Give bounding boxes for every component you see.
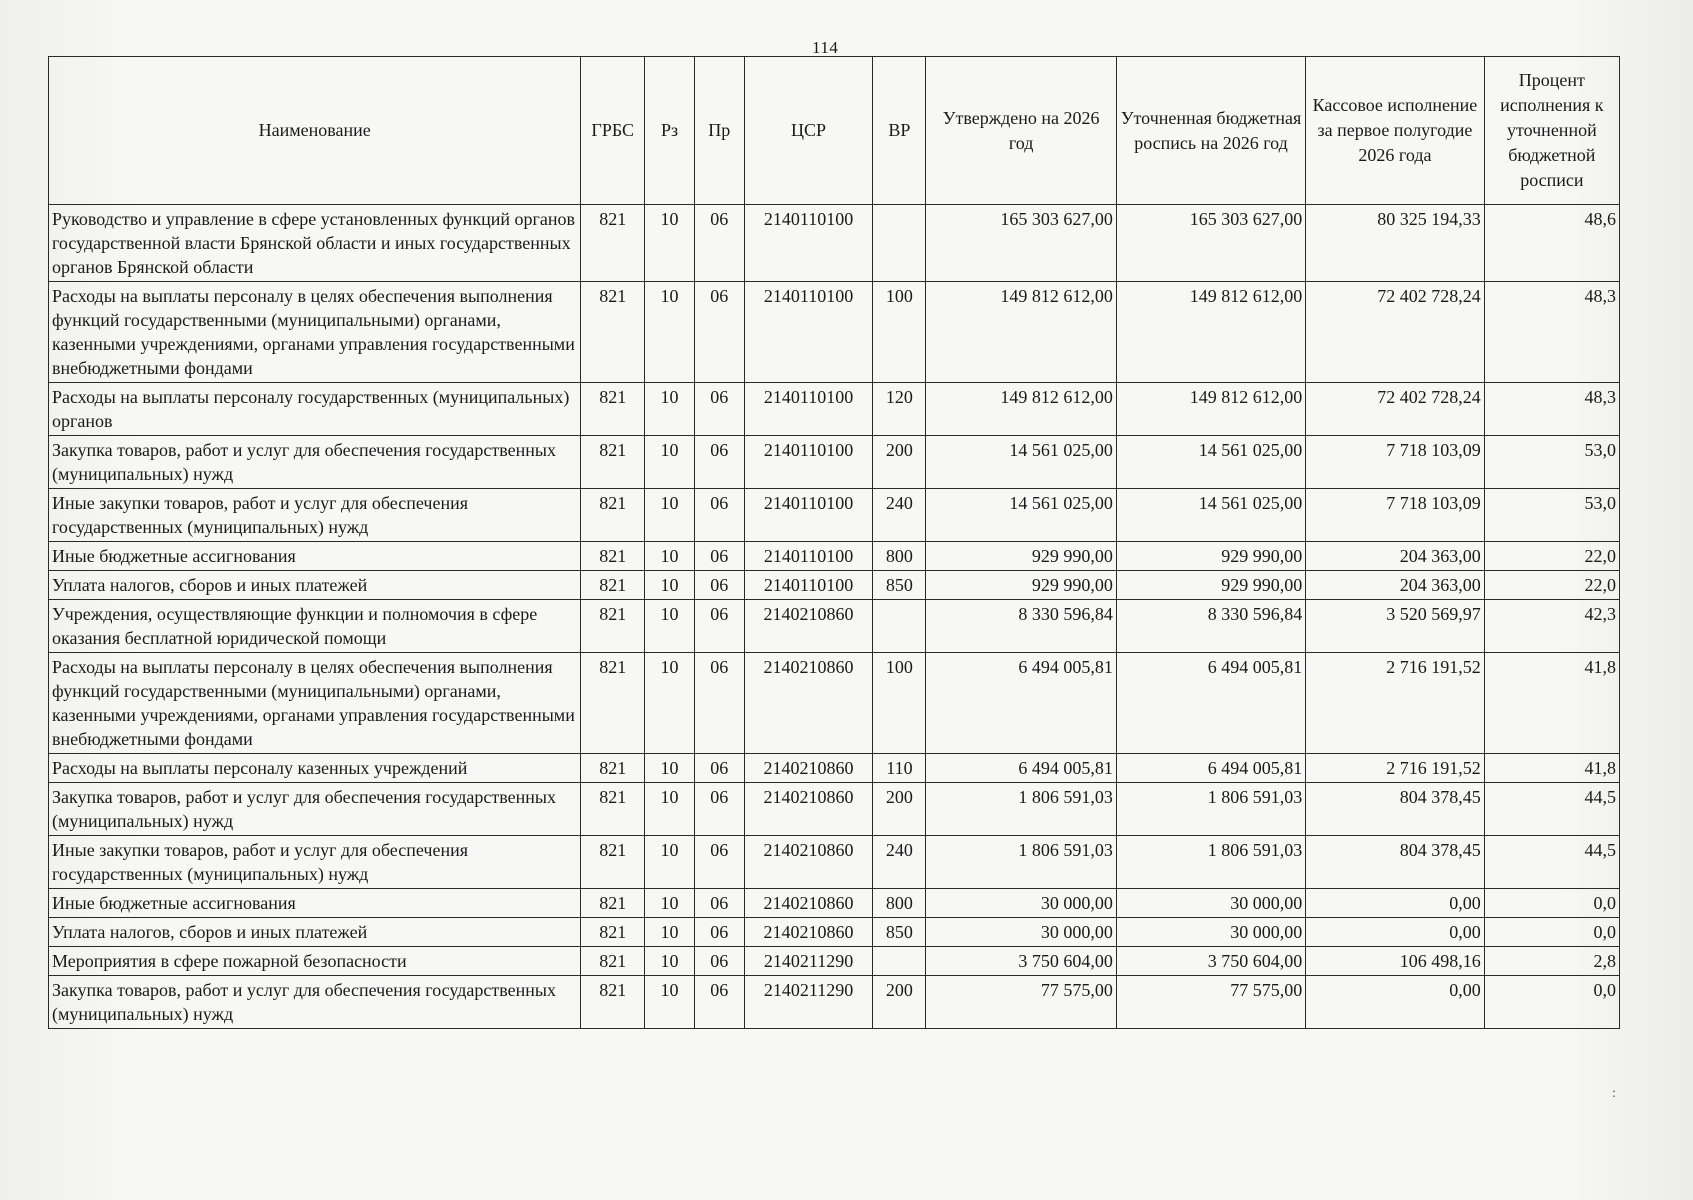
cell-grbs: 821: [581, 600, 645, 653]
cell-vr: 200: [873, 783, 926, 836]
cell-cash: 204 363,00: [1306, 542, 1485, 571]
cell-name: Расходы на выплаты персоналу в целях обеспечения выполнения функций государственными (муниципальными) органами, казенными учреждениями, органами управления государственными внебюджетными фондами: [49, 653, 581, 754]
cell-grbs: 821: [581, 489, 645, 542]
cell-cash: 2 716 191,52: [1306, 653, 1485, 754]
cell-vr: 200: [873, 976, 926, 1029]
cell-vr: 100: [873, 653, 926, 754]
header-cash: Кассовое исполнение за первое полугодие 2026 года: [1306, 57, 1485, 205]
cell-vr: [873, 947, 926, 976]
cell-percent: 0,0: [1484, 889, 1619, 918]
cell-approved: 165 303 627,00: [926, 205, 1116, 282]
cell-name: Руководство и управление в сфере установленных функций органов государственной власти Брянской области и иных государственных органов Брянской области: [49, 205, 581, 282]
header-vr: ВР: [873, 57, 926, 205]
cell-cash: 204 363,00: [1306, 571, 1485, 600]
cell-name: Иные бюджетные ассигнования: [49, 542, 581, 571]
table-row: [49, 889, 1620, 918]
budget-table: [48, 56, 1620, 1029]
cell-rz: 10: [645, 947, 695, 976]
cell-grbs: 821: [581, 542, 645, 571]
header-approved: Утверждено на 2026 год: [926, 57, 1116, 205]
cell-cash: 0,00: [1306, 918, 1485, 947]
table-row: [49, 600, 1620, 653]
cell-grbs: 821: [581, 383, 645, 436]
cell-vr: 240: [873, 836, 926, 889]
cell-refined: 149 812 612,00: [1116, 383, 1305, 436]
cell-pr: 06: [694, 436, 744, 489]
cell-percent: 48,3: [1484, 282, 1619, 383]
cell-grbs: 821: [581, 918, 645, 947]
cell-refined: 1 806 591,03: [1116, 836, 1305, 889]
header-csr: ЦСР: [744, 57, 873, 205]
cell-name: Расходы на выплаты персоналу в целях обеспечения выполнения функций государственными (муниципальными) органами, казенными учреждениями, органами управления государственными внебюджетными фондами: [49, 282, 581, 383]
cell-name: Уплата налогов, сборов и иных платежей: [49, 571, 581, 600]
cell-rz: 10: [645, 889, 695, 918]
cell-percent: 42,3: [1484, 600, 1619, 653]
cell-rz: 10: [645, 600, 695, 653]
cell-approved: 6 494 005,81: [926, 754, 1116, 783]
cell-rz: 10: [645, 918, 695, 947]
cell-csr: 2140210860: [744, 889, 873, 918]
cell-cash: 0,00: [1306, 976, 1485, 1029]
cell-name: Иные бюджетные ассигнования: [49, 889, 581, 918]
cell-pr: 06: [694, 947, 744, 976]
table-row: [49, 436, 1620, 489]
cell-approved: 30 000,00: [926, 918, 1116, 947]
table-row: [49, 383, 1620, 436]
cell-percent: 44,5: [1484, 836, 1619, 889]
cell-percent: 41,8: [1484, 754, 1619, 783]
cell-approved: 929 990,00: [926, 542, 1116, 571]
cell-refined: 8 330 596,84: [1116, 600, 1305, 653]
table-row: [49, 282, 1620, 383]
cell-grbs: 821: [581, 754, 645, 783]
cell-name: Уплата налогов, сборов и иных платежей: [49, 918, 581, 947]
cell-csr: 2140211290: [744, 976, 873, 1029]
cell-vr: 100: [873, 282, 926, 383]
cell-vr: 800: [873, 542, 926, 571]
table-row: [49, 489, 1620, 542]
cell-approved: 3 750 604,00: [926, 947, 1116, 976]
cell-csr: 2140110100: [744, 436, 873, 489]
cell-csr: 2140210860: [744, 754, 873, 783]
cell-approved: 1 806 591,03: [926, 783, 1116, 836]
cell-name: Иные закупки товаров, работ и услуг для обеспечения государственных (муниципальных) нужд: [49, 489, 581, 542]
cell-refined: 6 494 005,81: [1116, 653, 1305, 754]
cell-name: Учреждения, осуществляющие функции и полномочия в сфере оказания бесплатной юридической помощи: [49, 600, 581, 653]
cell-grbs: 821: [581, 783, 645, 836]
cell-rz: 10: [645, 383, 695, 436]
cell-grbs: 821: [581, 653, 645, 754]
header-grbs: ГРБС: [581, 57, 645, 205]
cell-refined: 14 561 025,00: [1116, 436, 1305, 489]
cell-cash: 2 716 191,52: [1306, 754, 1485, 783]
cell-percent: 48,6: [1484, 205, 1619, 282]
cell-approved: 8 330 596,84: [926, 600, 1116, 653]
cell-pr: 06: [694, 542, 744, 571]
cell-pr: 06: [694, 489, 744, 542]
cell-percent: 22,0: [1484, 542, 1619, 571]
cell-refined: 30 000,00: [1116, 918, 1305, 947]
cell-rz: 10: [645, 754, 695, 783]
cell-rz: 10: [645, 436, 695, 489]
cell-percent: 44,5: [1484, 783, 1619, 836]
cell-csr: 2140210860: [744, 600, 873, 653]
cell-cash: 804 378,45: [1306, 783, 1485, 836]
cell-cash: 80 325 194,33: [1306, 205, 1485, 282]
cell-approved: 77 575,00: [926, 976, 1116, 1029]
cell-pr: 06: [694, 600, 744, 653]
cell-approved: 14 561 025,00: [926, 436, 1116, 489]
cell-rz: 10: [645, 783, 695, 836]
table-row: [49, 542, 1620, 571]
cell-grbs: 821: [581, 836, 645, 889]
cell-cash: 3 520 569,97: [1306, 600, 1485, 653]
cell-rz: 10: [645, 653, 695, 754]
cell-csr: 2140110100: [744, 205, 873, 282]
cell-rz: 10: [645, 542, 695, 571]
cell-refined: 3 750 604,00: [1116, 947, 1305, 976]
cell-percent: 0,0: [1484, 918, 1619, 947]
cell-refined: 77 575,00: [1116, 976, 1305, 1029]
cell-csr: 2140211290: [744, 947, 873, 976]
cell-pr: 06: [694, 889, 744, 918]
cell-name: Иные закупки товаров, работ и услуг для обеспечения государственных (муниципальных) нужд: [49, 836, 581, 889]
table-row: [49, 947, 1620, 976]
cell-approved: 929 990,00: [926, 571, 1116, 600]
cell-cash: 7 718 103,09: [1306, 436, 1485, 489]
header-rz: Рз: [645, 57, 695, 205]
cell-percent: 0,0: [1484, 976, 1619, 1029]
cell-approved: 30 000,00: [926, 889, 1116, 918]
cell-pr: 06: [694, 754, 744, 783]
cell-cash: 72 402 728,24: [1306, 282, 1485, 383]
cell-approved: 149 812 612,00: [926, 383, 1116, 436]
cell-vr: 200: [873, 436, 926, 489]
cell-grbs: 821: [581, 282, 645, 383]
table-row: [49, 918, 1620, 947]
cell-csr: 2140110100: [744, 542, 873, 571]
cell-csr: 2140110100: [744, 489, 873, 542]
cell-percent: 41,8: [1484, 653, 1619, 754]
cell-vr: 850: [873, 918, 926, 947]
table-row: [49, 836, 1620, 889]
cell-vr: 120: [873, 383, 926, 436]
cell-name: Мероприятия в сфере пожарной безопасности: [49, 947, 581, 976]
cell-rz: 10: [645, 836, 695, 889]
cell-refined: 30 000,00: [1116, 889, 1305, 918]
cell-approved: 14 561 025,00: [926, 489, 1116, 542]
cell-vr: [873, 205, 926, 282]
cell-pr: 06: [694, 205, 744, 282]
cell-refined: 929 990,00: [1116, 571, 1305, 600]
cell-name: Закупка товаров, работ и услуг для обеспечения государственных (муниципальных) нужд: [49, 436, 581, 489]
cell-refined: 149 812 612,00: [1116, 282, 1305, 383]
cell-vr: 110: [873, 754, 926, 783]
cell-grbs: 821: [581, 571, 645, 600]
cell-percent: 48,3: [1484, 383, 1619, 436]
cell-refined: 929 990,00: [1116, 542, 1305, 571]
cell-pr: 06: [694, 653, 744, 754]
cell-csr: 2140210860: [744, 836, 873, 889]
table-row: [49, 653, 1620, 754]
cell-rz: 10: [645, 571, 695, 600]
cell-cash: 804 378,45: [1306, 836, 1485, 889]
cell-percent: 2,8: [1484, 947, 1619, 976]
cell-cash: 0,00: [1306, 889, 1485, 918]
table-header-row: [49, 57, 1620, 205]
cell-pr: 06: [694, 836, 744, 889]
cell-name: Расходы на выплаты персоналу казенных учреждений: [49, 754, 581, 783]
cell-grbs: 821: [581, 976, 645, 1029]
header-name: Наименование: [49, 57, 581, 205]
cell-rz: 10: [645, 282, 695, 383]
cell-pr: 06: [694, 918, 744, 947]
cell-approved: 149 812 612,00: [926, 282, 1116, 383]
cell-cash: 7 718 103,09: [1306, 489, 1485, 542]
cell-rz: 10: [645, 205, 695, 282]
header-percent: Процент исполнения к уточненной бюджетной росписи: [1484, 57, 1619, 205]
cell-percent: 22,0: [1484, 571, 1619, 600]
cell-vr: [873, 600, 926, 653]
cell-pr: 06: [694, 383, 744, 436]
cell-csr: 2140110100: [744, 282, 873, 383]
cell-name: Расходы на выплаты персоналу государственных (муниципальных) органов: [49, 383, 581, 436]
cell-cash: 106 498,16: [1306, 947, 1485, 976]
cell-rz: 10: [645, 489, 695, 542]
cell-csr: 2140210860: [744, 918, 873, 947]
cell-csr: 2140110100: [744, 571, 873, 600]
cell-approved: 6 494 005,81: [926, 653, 1116, 754]
cell-rz: 10: [645, 976, 695, 1029]
cell-name: Закупка товаров, работ и услуг для обеспечения государственных (муниципальных) нужд: [49, 783, 581, 836]
cell-grbs: 821: [581, 947, 645, 976]
cell-approved: 1 806 591,03: [926, 836, 1116, 889]
table-row: [49, 783, 1620, 836]
cell-refined: 165 303 627,00: [1116, 205, 1305, 282]
cell-refined: 6 494 005,81: [1116, 754, 1305, 783]
cell-grbs: 821: [581, 889, 645, 918]
header-refined: Уточненная бюджетная роспись на 2026 год: [1116, 57, 1305, 205]
edge-mark: :: [1612, 1086, 1616, 1101]
cell-pr: 06: [694, 282, 744, 383]
cell-pr: 06: [694, 783, 744, 836]
cell-csr: 2140210860: [744, 653, 873, 754]
cell-vr: 800: [873, 889, 926, 918]
cell-refined: 14 561 025,00: [1116, 489, 1305, 542]
cell-csr: 2140210860: [744, 783, 873, 836]
cell-vr: 850: [873, 571, 926, 600]
cell-percent: 53,0: [1484, 436, 1619, 489]
cell-cash: 72 402 728,24: [1306, 383, 1485, 436]
header-pr: Пр: [694, 57, 744, 205]
cell-percent: 53,0: [1484, 489, 1619, 542]
cell-csr: 2140110100: [744, 383, 873, 436]
cell-pr: 06: [694, 976, 744, 1029]
cell-refined: 1 806 591,03: [1116, 783, 1305, 836]
table-row: [49, 976, 1620, 1029]
cell-grbs: 821: [581, 436, 645, 489]
table-row: [49, 754, 1620, 783]
page-number: 114: [812, 38, 839, 57]
cell-pr: 06: [694, 571, 744, 600]
cell-name: Закупка товаров, работ и услуг для обеспечения государственных (муниципальных) нужд: [49, 976, 581, 1029]
cell-grbs: 821: [581, 205, 645, 282]
table-row: [49, 571, 1620, 600]
table-row: [49, 205, 1620, 282]
cell-vr: 240: [873, 489, 926, 542]
